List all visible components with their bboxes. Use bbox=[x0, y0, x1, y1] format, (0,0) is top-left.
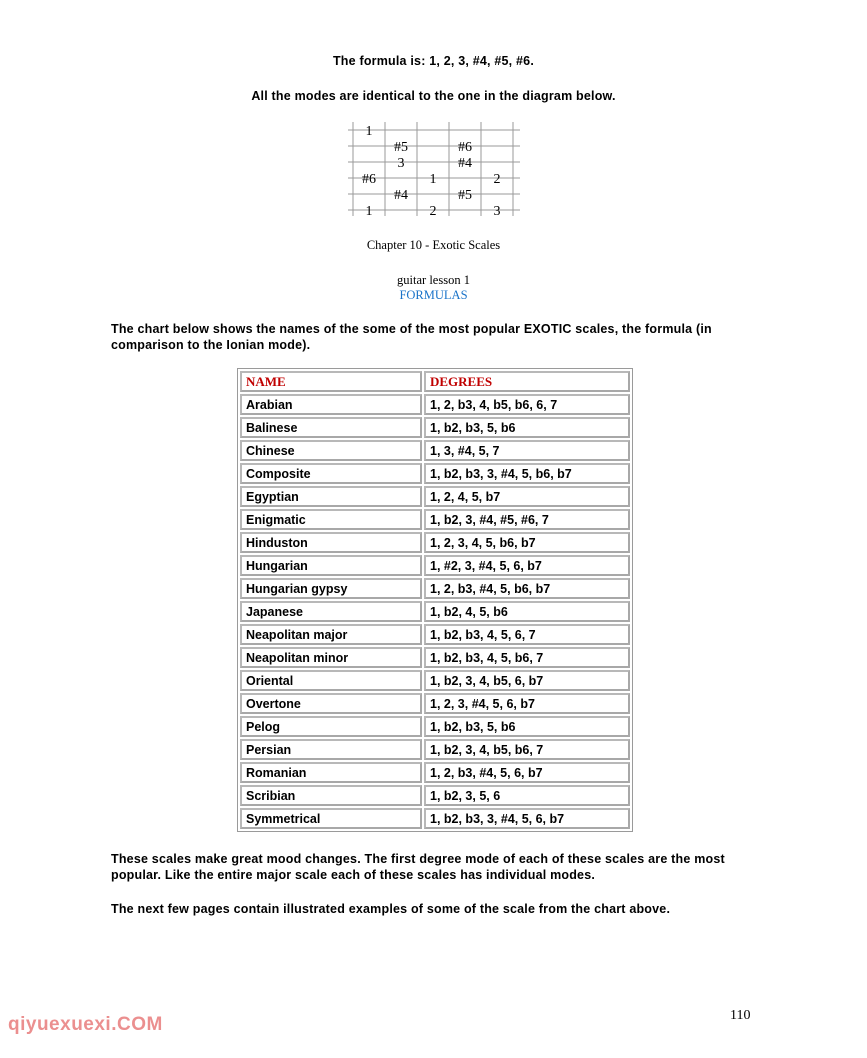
lesson-caption: guitar lesson 1 bbox=[397, 273, 470, 287]
scale-name-cell: Hinduston bbox=[240, 532, 422, 553]
scale-degrees-cell: 1, b2, b3, 5, b6 bbox=[424, 716, 630, 737]
fret-note: 1 bbox=[365, 124, 373, 139]
fretboard-diagram bbox=[340, 122, 530, 220]
scale-degrees-cell: 1, 2, b3, #4, 5, 6, b7 bbox=[424, 762, 630, 783]
table-header-cell: DEGREES bbox=[424, 371, 630, 392]
fret-note: 3 bbox=[397, 156, 405, 171]
fretboard-grid bbox=[348, 122, 520, 216]
scale-degrees-cell: 1, 2, 3, 4, 5, b6, b7 bbox=[424, 532, 630, 553]
scale-name-cell: Overtone bbox=[240, 693, 422, 714]
scale-name-cell: Composite bbox=[240, 463, 422, 484]
table-row bbox=[240, 578, 630, 599]
scale-degrees-cell: 1, b2, b3, 3, #4, 5, b6, b7 bbox=[424, 463, 630, 484]
scale-degrees-cell: 1, b2, 3, #4, #5, #6, 7 bbox=[424, 509, 630, 530]
scale-name-cell: Japanese bbox=[240, 601, 422, 622]
scale-degrees-cell: 1, b2, 3, 5, 6 bbox=[424, 785, 630, 806]
scale-degrees-cell: 1, b2, 3, 4, b5, b6, 7 bbox=[424, 739, 630, 760]
table-row bbox=[240, 808, 630, 829]
scale-name-cell: Neapolitan major bbox=[240, 624, 422, 645]
scale-name-cell: Chinese bbox=[240, 440, 422, 461]
fret-note: 1 bbox=[429, 172, 437, 187]
table-row bbox=[240, 739, 630, 760]
fret-note: 3 bbox=[493, 204, 501, 219]
scale-name-cell: Oriental bbox=[240, 670, 422, 691]
fret-note: 1 bbox=[365, 204, 373, 219]
scale-name-cell: Pelog bbox=[240, 716, 422, 737]
exotic-scales-table bbox=[237, 368, 633, 832]
formula-line: The formula is: 1, 2, 3, #4, #5, #6. bbox=[332, 54, 535, 68]
fret-note: 2 bbox=[429, 204, 437, 219]
scale-degrees-cell: 1, b2, b3, 5, b6 bbox=[424, 417, 630, 438]
table-row bbox=[240, 486, 630, 507]
intro-paragraph: The chart below shows the names of the some of the most popular EXOTIC scales, the formula (in comparison to the Ionian mode). bbox=[111, 322, 712, 352]
table-row bbox=[240, 716, 630, 737]
table-row bbox=[240, 762, 630, 783]
fretboard-notes bbox=[362, 124, 501, 219]
scale-degrees-cell: 1, 3, #4, 5, 7 bbox=[424, 440, 630, 461]
scale-name-cell: Symmetrical bbox=[240, 808, 422, 829]
fret-note: 2 bbox=[493, 172, 501, 187]
table-row bbox=[240, 532, 630, 553]
table-row bbox=[240, 670, 630, 691]
table-row bbox=[240, 394, 630, 415]
fret-note: #4 bbox=[458, 156, 472, 171]
closing-paragraph: These scales make great mood changes. The first degree mode of each of these scales are the most popular. Like the entire major scale each of these scales has individual modes. bbox=[111, 852, 725, 882]
watermark: qiyuexuexi.COM bbox=[8, 1014, 163, 1035]
modes-line: All the modes are identical to the one in the diagram below. bbox=[251, 89, 616, 103]
table-header-cell: NAME bbox=[240, 371, 422, 392]
scale-name-cell: Arabian bbox=[240, 394, 422, 415]
chapter-caption: Chapter 10 - Exotic Scales bbox=[366, 238, 501, 252]
table-row bbox=[240, 555, 630, 576]
table-row bbox=[240, 647, 630, 668]
scale-degrees-cell: 1, 2, 3, #4, 5, 6, b7 bbox=[424, 693, 630, 714]
fret-note: #6 bbox=[362, 172, 376, 187]
fret-note: #4 bbox=[394, 188, 408, 203]
scale-name-cell: Persian bbox=[240, 739, 422, 760]
table-row bbox=[240, 785, 630, 806]
table-row bbox=[240, 601, 630, 622]
fret-note: #5 bbox=[458, 188, 472, 203]
page-number: 110 bbox=[730, 1008, 751, 1023]
table-row bbox=[240, 417, 630, 438]
fret-note: #6 bbox=[458, 140, 472, 155]
scale-name-cell: Hungarian gypsy bbox=[240, 578, 422, 599]
scale-name-cell: Neapolitan minor bbox=[240, 647, 422, 668]
scale-degrees-cell: 1, #2, 3, #4, 5, 6, b7 bbox=[424, 555, 630, 576]
scale-name-cell: Hungarian bbox=[240, 555, 422, 576]
table-row bbox=[240, 693, 630, 714]
scale-name-cell: Balinese bbox=[240, 417, 422, 438]
scale-degrees-cell: 1, 2, 4, 5, b7 bbox=[424, 486, 630, 507]
scale-name-cell: Enigmatic bbox=[240, 509, 422, 530]
table-header-row bbox=[240, 371, 630, 392]
table-row bbox=[240, 624, 630, 645]
scale-name-cell: Romanian bbox=[240, 762, 422, 783]
scale-degrees-cell: 1, b2, b3, 3, #4, 5, 6, b7 bbox=[424, 808, 630, 829]
scale-degrees-cell: 1, b2, 3, 4, b5, 6, b7 bbox=[424, 670, 630, 691]
fret-note: #5 bbox=[394, 140, 408, 155]
table-row bbox=[240, 440, 630, 461]
scale-degrees-cell: 1, 2, b3, #4, 5, b6, b7 bbox=[424, 578, 630, 599]
scale-degrees-cell: 1, b2, 4, 5, b6 bbox=[424, 601, 630, 622]
next-pages-line: The next few pages contain illustrated examples of some of the scale from the chart above. bbox=[111, 902, 671, 916]
scale-name-cell: Egyptian bbox=[240, 486, 422, 507]
formulas-link[interactable]: FORMULAS bbox=[399, 288, 468, 302]
table-row bbox=[240, 509, 630, 530]
scale-name-cell: Scribian bbox=[240, 785, 422, 806]
scale-degrees-cell: 1, 2, b3, 4, b5, b6, 6, 7 bbox=[424, 394, 630, 415]
scale-degrees-cell: 1, b2, b3, 4, 5, b6, 7 bbox=[424, 647, 630, 668]
scale-degrees-cell: 1, b2, b3, 4, 5, 6, 7 bbox=[424, 624, 630, 645]
table-row bbox=[240, 463, 630, 484]
